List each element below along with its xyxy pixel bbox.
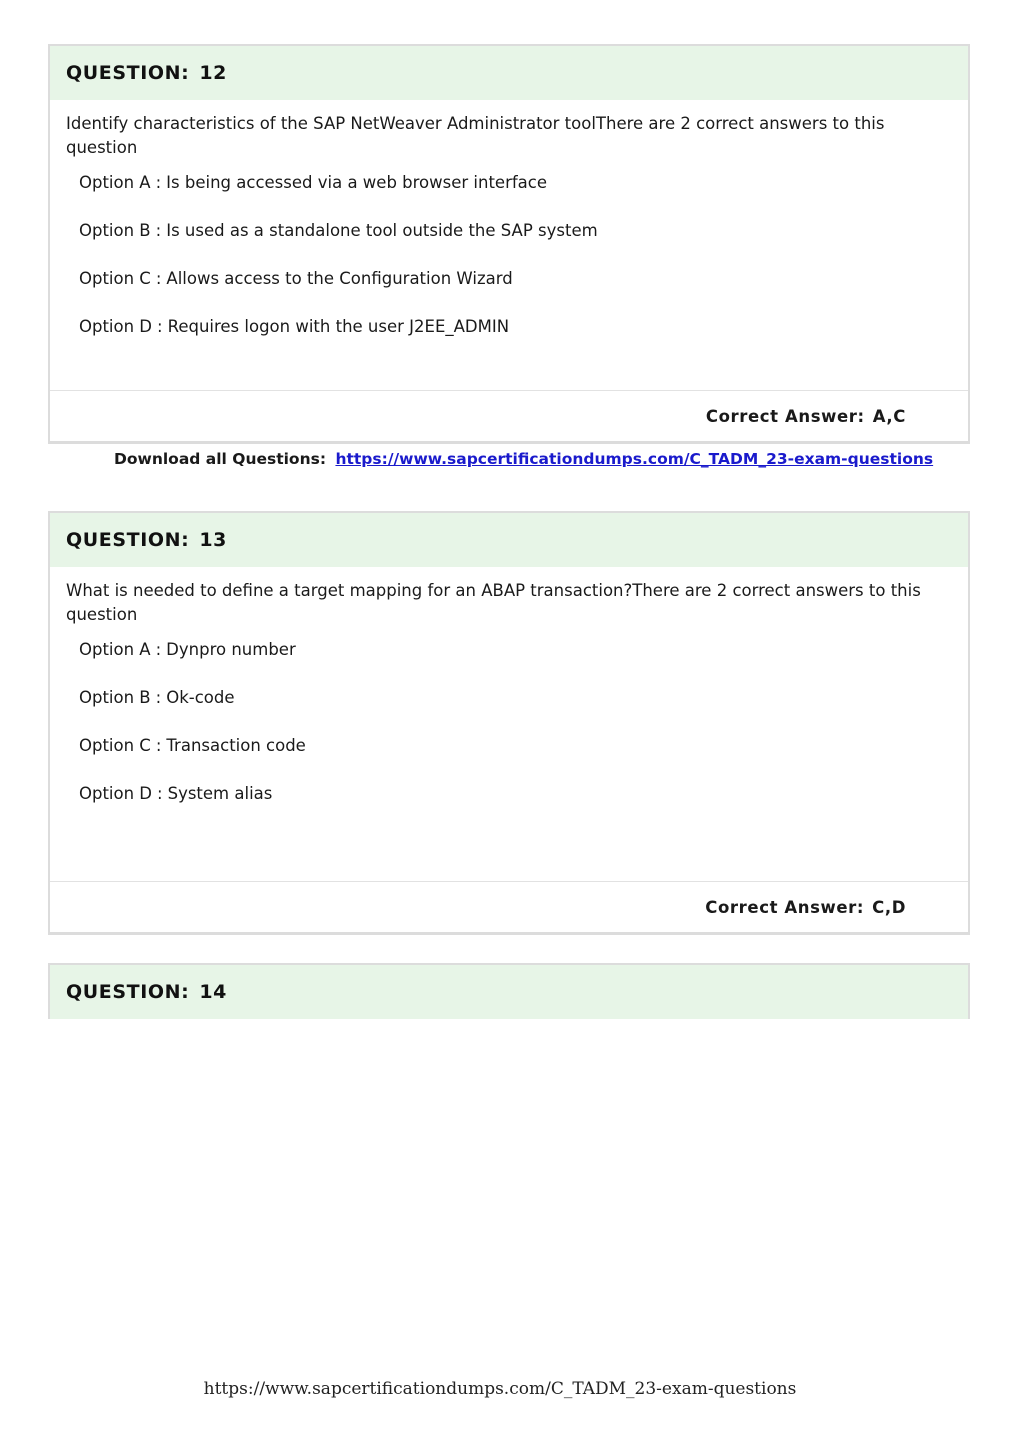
option-text: System alias: [167, 784, 273, 803]
question-card-13: [48, 511, 970, 935]
option-prefix: Option A: [79, 173, 151, 192]
page-footer-url: https://www.sapcertificationdumps.com/C_TADM_23-exam-questions: [203, 1379, 797, 1399]
option-prefix: Option D: [79, 784, 153, 803]
question-label: QUESTION:: [66, 62, 190, 84]
answer-row: [50, 390, 968, 441]
option-separator: :: [155, 173, 162, 192]
option-text: Transaction code: [166, 736, 306, 755]
option-b: [66, 218, 952, 266]
question-label: QUESTION:: [66, 981, 190, 1003]
option-text: Is used as a standalone tool outside the SAP system: [166, 221, 598, 240]
question-header: [50, 46, 968, 100]
option-separator: :: [155, 640, 162, 659]
option-text: Is being accessed via a web browser interface: [166, 173, 548, 192]
option-a: [66, 637, 952, 685]
option-prefix: Option B: [79, 688, 151, 707]
question-number: 14: [199, 981, 227, 1003]
option-separator: :: [155, 221, 162, 240]
answer-value: A,C: [872, 406, 906, 426]
download-line: [114, 450, 933, 468]
option-text: Requires logon with the user J2EE_ADMIN: [167, 317, 510, 336]
answer-label: Correct Answer:: [705, 897, 865, 917]
download-label: Download all Questions:: [114, 450, 327, 468]
question-text: What is needed to define a target mapping for an ABAP transaction?There are 2 correct answers to this question: [66, 581, 921, 624]
option-d: [66, 314, 952, 362]
option-prefix: Option B: [79, 221, 151, 240]
question-text: Identify characteristics of the SAP NetWeaver Administrator toolThere are 2 correct answers to this question: [66, 114, 885, 157]
option-separator: :: [157, 317, 163, 336]
option-prefix: Option C: [79, 269, 151, 288]
option-prefix: Option A: [79, 640, 151, 659]
question-card-14: [48, 963, 970, 1019]
option-a: [66, 170, 952, 218]
question-body: [50, 100, 968, 390]
question-body: [50, 567, 968, 881]
option-separator: :: [155, 269, 162, 288]
question-number: 13: [199, 529, 227, 551]
option-text: Dynpro number: [166, 640, 296, 659]
option-d: [66, 781, 952, 829]
option-b: [66, 685, 952, 733]
option-text: Allows access to the Configuration Wizard: [166, 269, 513, 288]
answer-row: [50, 881, 968, 932]
option-c: [66, 266, 952, 314]
answer-label: Correct Answer:: [705, 406, 865, 426]
option-separator: :: [155, 736, 162, 755]
question-number: 12: [199, 62, 227, 84]
question-label: QUESTION:: [66, 529, 190, 551]
option-prefix: Option C: [79, 736, 151, 755]
option-separator: :: [157, 784, 163, 803]
answer-value: C,D: [872, 897, 906, 917]
question-card-12: [48, 44, 970, 444]
option-separator: :: [155, 688, 162, 707]
question-header: [50, 513, 968, 567]
option-text: Ok-code: [166, 688, 235, 707]
option-prefix: Option D: [79, 317, 153, 336]
option-c: [66, 733, 952, 781]
question-header: [50, 965, 968, 1019]
download-link[interactable]: https://www.sapcertificationdumps.com/C_TADM_23-exam-questions: [335, 450, 934, 468]
